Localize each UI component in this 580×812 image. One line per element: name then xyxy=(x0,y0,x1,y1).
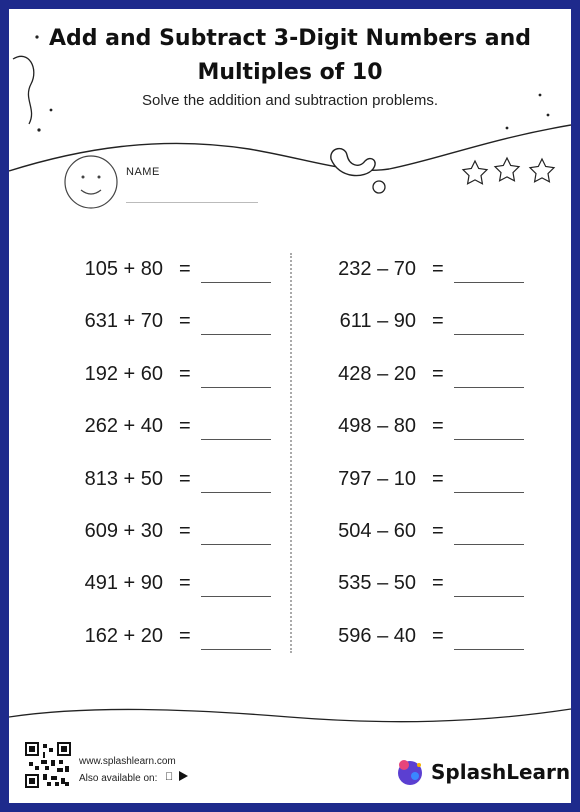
problem-expression: 609 + 30 xyxy=(84,519,163,542)
splashlearn-logo-icon xyxy=(395,757,425,787)
name-field[interactable] xyxy=(126,202,258,203)
problem-row xyxy=(306,246,536,298)
problem-row xyxy=(306,613,536,665)
answer-blank[interactable] xyxy=(201,334,271,335)
addition-column xyxy=(53,246,283,665)
star-icon xyxy=(495,158,519,181)
brand-name: SplashLearn xyxy=(431,760,571,784)
problem-expression: 611 – 90 xyxy=(339,310,416,333)
answer-blank[interactable] xyxy=(201,492,271,493)
equals-sign: = xyxy=(432,310,444,333)
worksheet-title xyxy=(9,22,571,90)
problem-expression: 232 – 70 xyxy=(338,258,416,280)
problem-row xyxy=(306,508,536,560)
answer-blank[interactable] xyxy=(454,334,524,335)
problem-expression: 813 + 50 xyxy=(84,467,163,490)
equals-sign: = xyxy=(432,258,444,280)
problem-row xyxy=(53,508,283,560)
problem-expression: 596 – 40 xyxy=(338,624,416,647)
google-play-icon[interactable] xyxy=(179,771,188,781)
problem-expression: 797 – 10 xyxy=(338,467,416,490)
dot-decoration xyxy=(506,127,509,130)
problem-row xyxy=(306,403,536,455)
problem-row xyxy=(306,351,536,403)
problem-expression: 491 + 90 xyxy=(84,572,163,595)
available-on-label: Also available on: xyxy=(79,773,158,784)
name-label: NAME xyxy=(126,166,160,178)
equals-sign: = xyxy=(179,467,191,490)
smiley-face-icon xyxy=(65,156,117,208)
problem-expression: 428 – 20 xyxy=(338,362,416,385)
problem-expression: 535 – 50 xyxy=(338,572,416,595)
answer-blank[interactable] xyxy=(201,282,271,283)
apple-icon[interactable] xyxy=(165,771,173,783)
equals-sign: = xyxy=(432,572,444,595)
answer-blank[interactable] xyxy=(454,544,524,545)
problem-expression: 162 + 20 xyxy=(84,624,163,647)
title-line-1: Add and Subtract 3-Digit Numbers and xyxy=(48,26,531,51)
problem-expression: 192 + 60 xyxy=(84,362,163,385)
dot-decoration xyxy=(37,128,40,131)
answer-blank[interactable] xyxy=(454,649,524,650)
equals-sign: = xyxy=(432,519,444,542)
problem-row xyxy=(53,456,283,508)
answer-blank[interactable] xyxy=(454,439,524,440)
star-icon xyxy=(463,161,487,184)
website-link[interactable]: www.splashlearn.com xyxy=(79,756,176,767)
answer-blank[interactable] xyxy=(454,282,524,283)
answer-blank[interactable] xyxy=(201,649,271,650)
instructions: Solve the addition and subtraction problems. xyxy=(141,92,438,109)
problem-row xyxy=(306,560,536,612)
equals-sign: = xyxy=(179,310,191,333)
equals-sign: = xyxy=(432,415,444,438)
swirl-decoration xyxy=(331,149,375,176)
equals-sign: = xyxy=(432,467,444,490)
star-icons xyxy=(463,158,554,184)
store-icons xyxy=(165,771,188,783)
problem-row xyxy=(53,351,283,403)
answer-blank[interactable] xyxy=(454,596,524,597)
equals-sign: = xyxy=(179,572,191,595)
equals-sign: = xyxy=(179,624,191,647)
equals-sign: = xyxy=(179,519,191,542)
problem-row xyxy=(53,613,283,665)
equals-sign: = xyxy=(179,362,191,385)
answer-blank[interactable] xyxy=(454,492,524,493)
problem-expression: 631 + 70 xyxy=(84,310,163,333)
problem-row xyxy=(53,246,283,298)
dot-decoration xyxy=(50,109,53,112)
star-icon xyxy=(530,159,554,182)
circle-decoration xyxy=(373,181,385,193)
answer-blank[interactable] xyxy=(201,596,271,597)
problem-expression: 105 + 80 xyxy=(84,258,163,280)
problem-expression: 262 + 40 xyxy=(84,415,163,438)
problem-row xyxy=(53,560,283,612)
problem-row xyxy=(53,298,283,350)
column-divider xyxy=(290,253,292,653)
answer-blank[interactable] xyxy=(201,439,271,440)
problem-expression: 504 – 60 xyxy=(338,519,416,542)
problem-expression: 498 – 80 xyxy=(338,415,416,438)
equals-sign: = xyxy=(179,258,191,280)
equals-sign: = xyxy=(179,415,191,438)
problem-row xyxy=(306,456,536,508)
title-line-2: Multiples of 10 xyxy=(197,60,383,85)
footer-wave-line xyxy=(9,709,571,722)
worksheet-page xyxy=(9,9,571,803)
subtraction-column xyxy=(306,246,536,665)
answer-blank[interactable] xyxy=(454,387,524,388)
answer-blank[interactable] xyxy=(201,387,271,388)
answer-blank[interactable] xyxy=(201,544,271,545)
equals-sign: = xyxy=(432,362,444,385)
splashlearn-logo xyxy=(395,757,570,787)
problem-row xyxy=(306,298,536,350)
problem-row xyxy=(53,403,283,455)
qr-code-icon xyxy=(25,742,71,788)
equals-sign: = xyxy=(432,624,444,647)
dot-decoration xyxy=(547,114,550,117)
